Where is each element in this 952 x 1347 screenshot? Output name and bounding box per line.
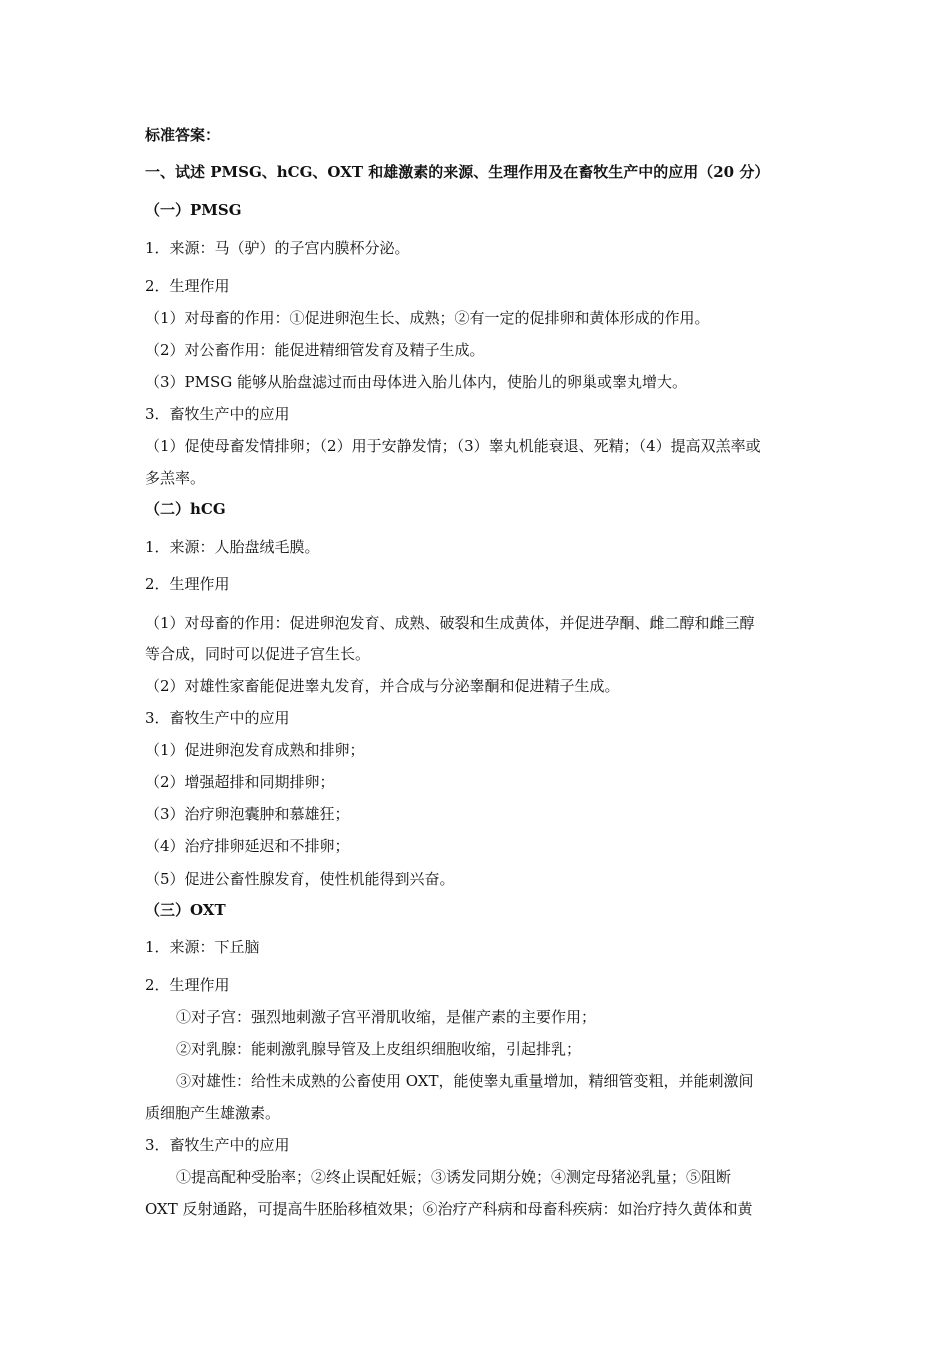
pmsg-phys-2: （2）对公畜作用：能促进精细管发育及精子生成。 (145, 341, 485, 359)
question-1-title: 一、试述 PMSG、hCG、OXT 和雄激素的来源、生理作用及在畜牧生产中的应用（20 分） (145, 163, 770, 181)
section-oxt-title: （三）OXT (145, 901, 226, 919)
hcg-app-4: （4）治疗排卵延迟和不排卵； (145, 837, 350, 855)
pmsg-phys-heading: 2．生理作用 (145, 277, 230, 295)
pmsg-phys-1: （1）对母畜的作用：①促进卵泡生长、成熟；②有一定的促排卵和黄体形成的作用。 (145, 309, 710, 327)
hcg-app-5: （5）促进公畜性腺发育，使性机能得到兴奋。 (145, 870, 455, 888)
oxt-app-1: ①提高配种受胎率；②终止误配妊娠；③诱发同期分娩；④测定母猪泌乳量；⑤阻断 (176, 1168, 732, 1186)
oxt-phys-heading: 2．生理作用 (145, 976, 230, 994)
hcg-app-1: （1）促进卵泡发育成熟和排卵； (145, 741, 365, 759)
oxt-phys-1: ①对子宫：强烈地刺激子宫平滑肌收缩，是催产素的主要作用； (176, 1008, 597, 1026)
hcg-phys-1-cont: 等合成，同时可以促进子宫生长。 (145, 645, 371, 663)
section-pmsg-title: （一）PMSG (145, 201, 242, 219)
hcg-app-2: （2）增强超排和同期排卵； (145, 773, 335, 791)
hcg-phys-1: （1）对母畜的作用：促进卵泡发育、成熟、破裂和生成黄体，并促进孕酮、雌二醇和雌三醇 (145, 614, 755, 632)
oxt-app-heading: 3．畜牧生产中的应用 (145, 1136, 290, 1154)
section-hcg-title: （二）hCG (145, 500, 226, 518)
hcg-phys-2: （2）对雄性家畜能促进睾丸发育，并合成与分泌睾酮和促进精子生成。 (145, 677, 620, 695)
hcg-source: 1．来源：人胎盘绒毛膜。 (145, 538, 320, 556)
pmsg-source: 1．来源：马（驴）的子宫内膜杯分泌。 (145, 239, 410, 257)
oxt-phys-3: ③对雄性：给性未成熟的公畜使用 OXT，能使睾丸重量增加，精细管变粗，并能刺激间 (176, 1072, 754, 1090)
oxt-source: 1．来源：下丘脑 (145, 938, 260, 956)
answer-heading: 标准答案： (145, 126, 221, 144)
hcg-app-3: （3）治疗卵泡囊肿和慕雄狂； (145, 805, 350, 823)
hcg-app-heading: 3．畜牧生产中的应用 (145, 709, 290, 727)
pmsg-app-1: （1）促使母畜发情排卵；（2）用于安静发情；（3）睾丸机能衰退、死精；（4）提高双羔率或 (145, 437, 761, 455)
pmsg-phys-3: （3）PMSG 能够从胎盘滤过而由母体进入胎儿体内，使胎儿的卵巢或睾丸增大。 (145, 373, 688, 391)
pmsg-app-1-cont: 多羔率。 (145, 469, 206, 487)
hcg-phys-heading: 2．生理作用 (145, 575, 230, 593)
oxt-app-1-cont: OXT 反射通路，可提高牛胚胎移植效果；⑥治疗产科病和母畜科疾病：如治疗持久黄体和黄 (145, 1200, 753, 1218)
oxt-phys-3-cont: 质细胞产生雄激素。 (145, 1104, 281, 1122)
oxt-phys-2: ②对乳腺：能刺激乳腺导管及上皮组织细胞收缩，引起排乳； (176, 1040, 582, 1058)
pmsg-app-heading: 3．畜牧生产中的应用 (145, 405, 290, 423)
